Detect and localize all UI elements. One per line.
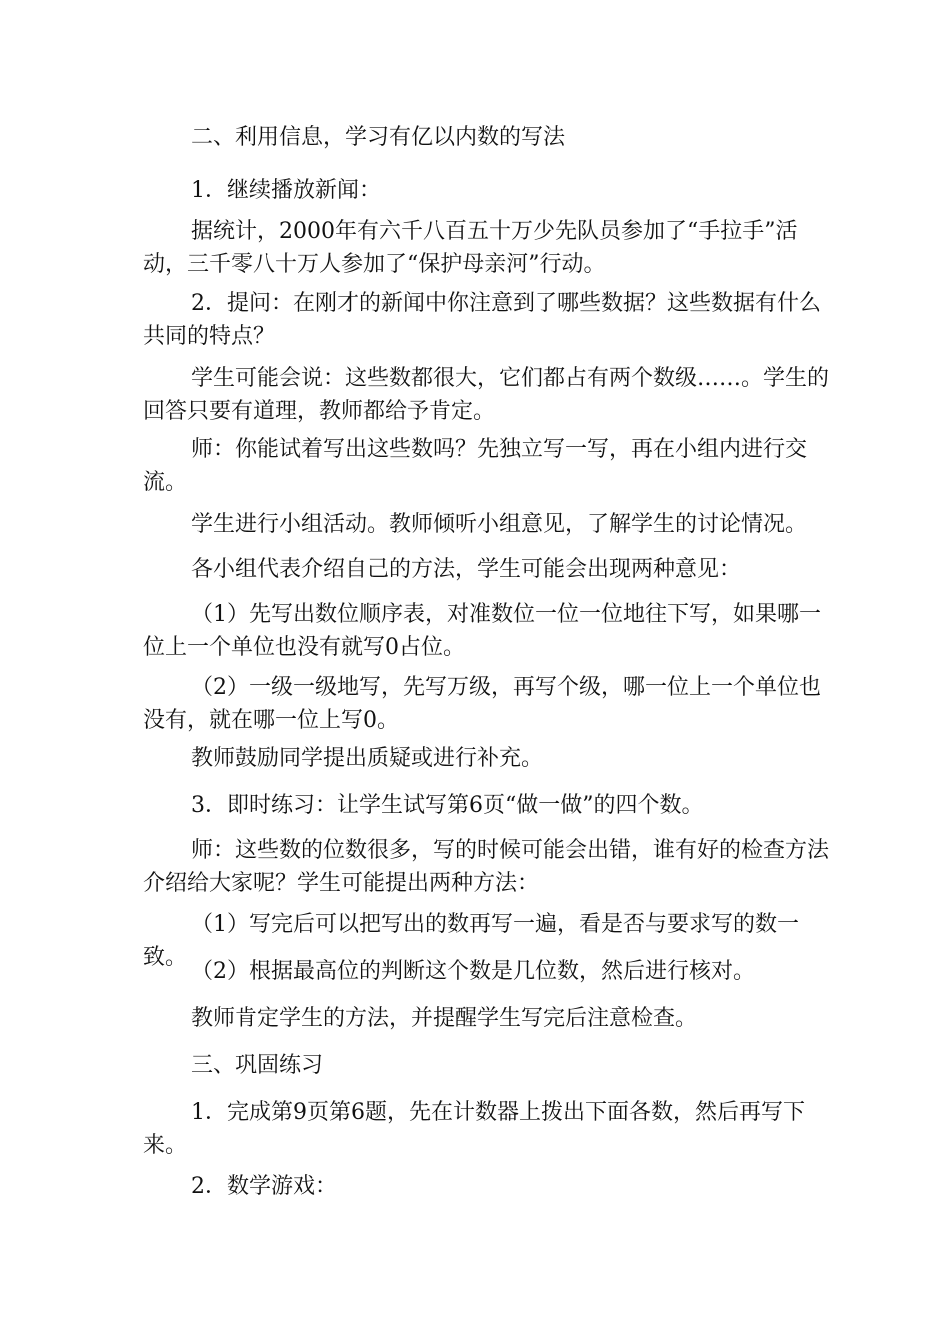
paragraph-4: 学生可能会说：这些数都很大，它们都占有两个数级……。学生的回答只要有道理，教师都给予肯定。 xyxy=(143,366,830,424)
paragraph-1: 1．继续播放新闻： xyxy=(191,178,381,203)
paragraph-12: 师：这些数的位数很多，写的时候可能会出错，谁有好的检查方法介绍给大家呢？学生可能提出两种方法： xyxy=(143,838,830,896)
paragraph-10: 教师鼓励同学提出质疑或进行补充。 xyxy=(191,746,544,771)
paragraph-2: 据统计，2000年有六千八百五十万少先队员参加了“手拉手”活动，三千零八十万人参加了“保护母亲河”行动。 xyxy=(143,219,798,277)
paragraph-9: （2）一级一级地写，先写万级，再写个级，哪一位上一个单位也没有，就在哪一位上写0。 xyxy=(143,675,821,733)
paragraph-16: 1．完成第9页第6题，先在计数器上拨出下面各数，然后再写下来。 xyxy=(143,1100,805,1158)
paragraph-17: 2．数学游戏： xyxy=(191,1174,337,1199)
paragraph-3: 2．提问：在刚才的新闻中你注意到了哪些数据？这些数据有什么共同的特点？ xyxy=(143,291,821,349)
paragraph-14: （2）根据最高位的判断这个数是几位数，然后进行核对。 xyxy=(191,959,755,984)
paragraph-11: 3．即时练习：让学生试写第6页“做一做”的四个数。 xyxy=(191,793,704,818)
paragraph-15: 教师肯定学生的方法，并提醒学生写完后注意检查。 xyxy=(191,1006,698,1031)
section-heading-3: 三、巩固练习 xyxy=(191,1053,324,1078)
paragraph-7: 各小组代表介绍自己的方法，学生可能会出现两种意见： xyxy=(191,557,742,582)
paragraph-6: 学生进行小组活动。教师倾听小组意见，了解学生的讨论情况。 xyxy=(191,512,808,537)
paragraph-13: （1）写完后可以把写出的数再写一遍，看是否与要求写的数一致。 xyxy=(143,912,799,970)
section-heading-2: 二、利用信息，学习有亿以内数的写法 xyxy=(191,125,566,150)
paragraph-8: （1）先写出数位顺序表，对准数位一位一位地往下写，如果哪一位上一个单位也没有就写0占位。 xyxy=(143,602,821,660)
paragraph-5: 师：你能试着写出这些数吗？先独立写一写，再在小组内进行交流。 xyxy=(143,437,808,495)
